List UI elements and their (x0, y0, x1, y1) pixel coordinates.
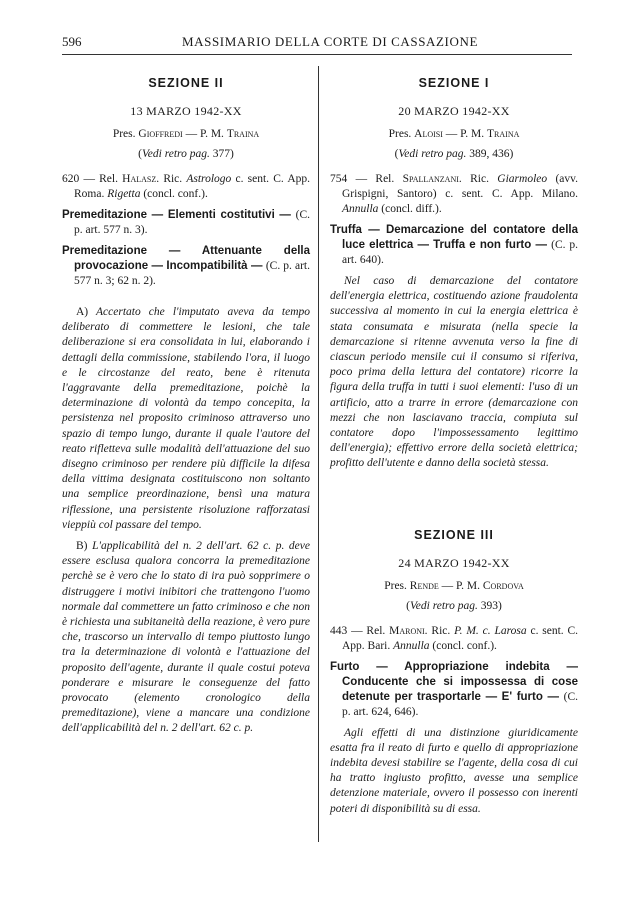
case-outcome: Annulla (393, 639, 430, 652)
maxim: Agli effetti di una distinzione giuridicamente esatta fra il reato di furto e quello di appropriazione indebita devesi stabilire se l'agente, della cosa di cui ha tratto ingiusto profitto, avesse una semplice detenzione materiale, ovvero il possesso con inerenti poteri di disponibilità su di essa. (330, 726, 578, 815)
retro-reference (330, 148, 578, 160)
subject-heading (330, 660, 578, 720)
retro-pages: 377) (212, 148, 234, 160)
maxim-text: L'applicabilità del n. 2 dell'art. 62 c. p. deve essere esclusa qualora concorra la premeditazione perchè se è vero che lo stato di ira può sopprimere o distruggere i motivi inibitori che trattengono l'uomo normale dal commettere un fatto criminoso e che non è richiesta una subitaneità della reazione, è vero pure che, trascorso un intervallo di tempo piuttosto lungo tra la determinazione di volontà e l'attuazione del proposito dell'agente, durante il quale costui poteva ponderare e misurare le conseguenze del fatto provocato (elemento cronologico della premeditazione), viene a mancare una condizione dell'applicabilità del n. 2 dell'art. 62 c. p. (62, 540, 310, 735)
retro-paren: ( (406, 599, 411, 612)
case-relatore: Spallanzani. (402, 173, 462, 185)
page-header (62, 34, 578, 54)
case-relatore: Halasz. (122, 173, 160, 185)
president-name: Aloisi (414, 128, 443, 140)
maxim-a (62, 305, 310, 533)
case-court: c. sent. C. App. Roma. (74, 173, 311, 200)
case-number: 754 (330, 173, 348, 185)
case-reference (62, 172, 310, 202)
pm-prefix: — P. M. (445, 128, 485, 140)
retro-paren: ( (138, 148, 143, 160)
court-composition (330, 128, 578, 140)
pm-prefix: — P. M. (441, 579, 481, 592)
retro-reference (330, 600, 578, 612)
decision-date: 13 MARZO 1942-XX (130, 104, 242, 118)
maxim-label: A) (76, 306, 89, 318)
case-conclusion: (concl. conf.). (143, 188, 208, 200)
page-number: 596 (62, 34, 82, 49)
header-rule (62, 54, 572, 55)
pres-prefix: Pres. (384, 579, 407, 592)
president-name: Gioffredi (138, 128, 183, 140)
president-name: Rende (409, 579, 439, 592)
heading-text: Truffa — Demarcazione del contatore della luce elettrica — Truffa e non furto — (330, 224, 578, 251)
case-party: Astrologo (186, 173, 232, 185)
decision-date: 24 MARZO 1942-XX (398, 555, 510, 570)
case-party: P. M. c. Larosa (454, 624, 527, 637)
case-reference (330, 172, 578, 217)
maxim-text: Accertato che l'imputato aveva da tempo deliberato di commettere le lesioni, che tale deliberazione si era consolidata in lui, elaborando i dettagli della commissione, stabilendo l'ora, il luogo e le circostanze del reato, bene è ritenuta l'aggravante della premeditazione, poichè la determinazione di volontà da tempo concepita, la persistenza nel proposito criminoso attraverso uno spazio di tempo lungo, durante il quale l'autore del reato rifletteva sulle modalità dell'attuazione del suo disegno criminoso per rendere più difficile la difesa della vittima designata costituiscono non soltanto una semplice preordinazione, bensì una matura riflessione, una persistente risoluzione rafforzatasi vieppiù col passare del tempo. (62, 306, 311, 531)
retro-pages: 393) (480, 599, 502, 612)
retro-text: Vedi retro pag. (410, 599, 478, 612)
section-title: SEZIONE II (148, 76, 224, 90)
case-conclusion: (concl. conf.). (432, 639, 497, 652)
running-title: MASSIMARIO DELLA CORTE DI CASSAZIONE (182, 34, 478, 49)
case-number: 443 (330, 624, 348, 637)
retro-paren: ( (394, 148, 399, 160)
case-rel: — Rel. (355, 173, 395, 185)
case-ric: Ric. (470, 173, 489, 185)
court-composition (62, 128, 310, 140)
case-outcome: Annulla (342, 203, 379, 215)
retro-reference (62, 148, 310, 160)
pm-name: Traina (226, 128, 260, 140)
right-column (330, 68, 578, 823)
heading-article: (C. p. art. 640). (342, 239, 578, 266)
case-conclusion: (concl. diff.). (381, 203, 442, 215)
heading-text: Premeditazione — Elementi costitutivi — (62, 209, 291, 221)
case-reference (330, 624, 578, 654)
pm-name: Cordova (482, 579, 524, 592)
court-composition (330, 580, 578, 592)
column-divider (318, 66, 319, 842)
case-party: Giarmoleo (497, 173, 548, 185)
pm-prefix: — P. M. (185, 128, 224, 140)
retro-text: Vedi retro pag. (142, 148, 210, 160)
section-title: SEZIONE I (418, 76, 490, 90)
case-outcome: Rigetta (107, 188, 141, 200)
pres-prefix: Pres. (112, 128, 136, 140)
pm-name: Traina (487, 128, 520, 140)
case-court: c. sent. C. App. Bari. (342, 624, 579, 652)
heading-article: (C. p. art. 624, 646). (342, 690, 578, 718)
pres-prefix: Pres. (388, 128, 412, 140)
case-number: 620 (62, 173, 80, 185)
retro-text: Vedi retro pag. (398, 148, 467, 160)
maxim-label: B) (76, 540, 88, 553)
heading-text: Premeditazione — Attenuante della provocazione — Incompatibilità — (62, 245, 310, 272)
maxim-b (62, 539, 310, 737)
section-title: SEZIONE III (414, 527, 494, 542)
heading-text: Furto — Appropriazione indebita — Conducente che si impossessa di cose detenute per trasportarle — E' furto — (330, 660, 578, 703)
heading-article: (C. p. art. 577 n. 3). (74, 209, 310, 236)
subject-heading (62, 208, 310, 238)
subject-heading (330, 223, 578, 268)
retro-pages: 389, 436) (469, 148, 514, 160)
decision-date: 20 MARZO 1942-XX (398, 104, 510, 118)
case-ric: Ric. (163, 173, 183, 185)
subject-heading (62, 244, 310, 289)
left-column (62, 68, 310, 743)
heading-article: (C. p. art. 577 n. 3; 62 n. 2). (74, 260, 310, 287)
case-ric: Ric. (431, 624, 451, 637)
case-court: (avv. Grispigni, Santoro) c. sent. C. App. Milano. (342, 173, 579, 200)
maxim: Nel caso di demarcazione del contatore dell'energia elettrica, costituendo azione fraudolenta successiva al momento in cui la energia elettrica è stata consumata e misurata (nella specie la demarcazione si ritenne avvenuta verso la fine di ciascun periodo mensile cui il consumo si riferiva, poco prima della lettura del contatore) ricorre la figura della truffa in tutti i suoi elementi: l'uso di un artificio, atto a trarre in errore (demarcazione con mezzi che non lasciavano traccia, compiuta sul contatore dopo l'impossessamento legittimo dell'energia); effettivo errore della società elettrica; profitto dell'utente e danno della società stessa. (330, 275, 578, 470)
case-relatore: Maroni. (389, 624, 428, 637)
case-rel: — Rel. (83, 173, 118, 185)
case-rel: — Rel. (351, 624, 386, 637)
